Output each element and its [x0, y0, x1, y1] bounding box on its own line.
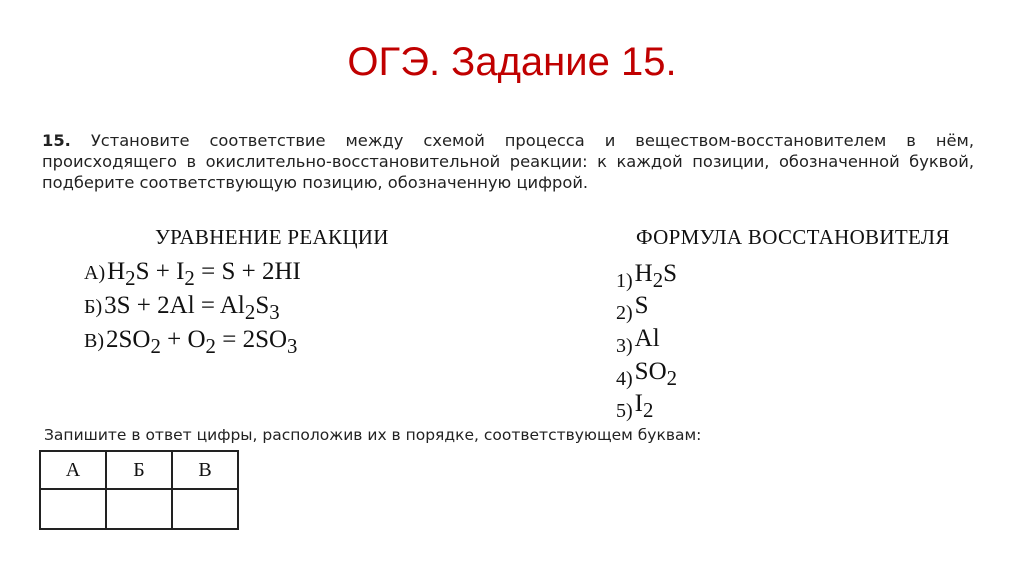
reaction-item: [84, 258, 301, 291]
option-formula: $I_2$: [634, 390, 654, 422]
right-column-header: ФОРМУЛА ВОССТАНОВИТЕЛЯ: [636, 225, 950, 249]
option-label: 1): [616, 270, 633, 292]
answer-header-cell: А: [40, 451, 106, 489]
option-formula: S: [634, 292, 649, 319]
answer-header-cell: В: [172, 451, 238, 489]
answer-cell-a[interactable]: [40, 489, 106, 529]
reaction-formula: $3S + 2Al = Al_2S_3$: [104, 292, 280, 324]
reaction-formula: $H_2S + I_2 = S + 2HI$: [107, 258, 301, 290]
task-statement: [42, 130, 974, 193]
answer-header-cell: Б: [106, 451, 172, 489]
answer-instruction: Запишите в ответ цифры, расположив их в порядке, соответствующем буквам:: [44, 426, 702, 444]
slide-title: ОГЭ. Задание 15.: [347, 40, 677, 84]
answer-table: [39, 450, 239, 530]
option-label: 2): [616, 302, 633, 324]
option-label: 3): [616, 335, 633, 357]
answer-cell-b[interactable]: [106, 489, 172, 529]
reaction-label: В): [84, 330, 104, 352]
option-formula: $H_2S$: [634, 260, 678, 292]
reaction-label: Б): [84, 296, 103, 318]
left-column-header: УРАВНЕНИЕ РЕАКЦИИ: [155, 225, 389, 249]
task-number: 15.: [42, 131, 71, 150]
reaction-item: [84, 292, 280, 325]
option-formula: $SO_2$: [634, 358, 678, 390]
task-text: Установите соответствие между схемой процесса и веществом-восстановителем в нём, происходящего в окислительно-восстановительной реакции: к каждой позиции, обозначенной буквой, подберите соответствующую позицию, обозначенную цифрой.: [42, 131, 974, 192]
reaction-formula: $2SO_2 + O_2 = 2SO_3$: [106, 326, 298, 358]
reducer-option: [616, 390, 654, 429]
answer-table-header-row: [40, 451, 238, 489]
reaction-item: [84, 326, 297, 359]
reaction-label: А): [84, 262, 106, 284]
reducer-option: [616, 325, 660, 359]
answer-table-input-row: [40, 489, 238, 529]
reducer-option: [616, 292, 649, 326]
option-label: 4): [616, 368, 633, 390]
option-label: 5): [616, 400, 633, 422]
answer-cell-c[interactable]: [172, 489, 238, 529]
option-formula: Al: [634, 325, 660, 352]
